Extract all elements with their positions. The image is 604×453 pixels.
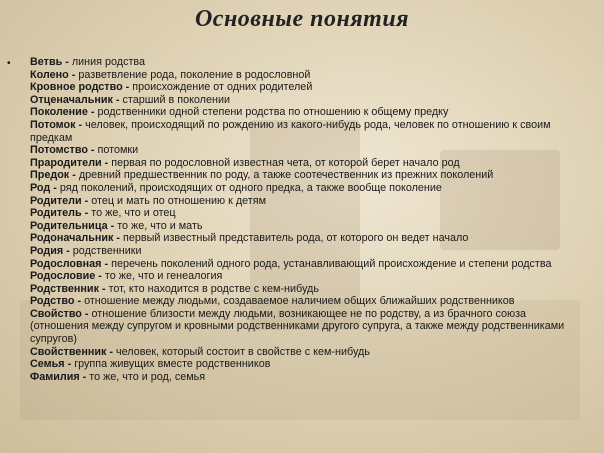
list-item: Родоначальник - первый известный представитель рода, от которого он ведет начало	[30, 232, 469, 245]
list-item: Прародители - первая по родословной известная чета, от которой берет начало род	[30, 156, 460, 169]
list-item: Отценачальник - старший в поколении	[30, 93, 231, 106]
list-item: Родитель - то же, что и отец	[30, 207, 176, 220]
list-item: Свойство - отношение близости между людьми, возникающее не по родству, а из брачного союза (отношения между супругом и кровными родственниками другого супруга, а также между родственниками супругов)	[30, 307, 565, 346]
page-title: Основные понятия	[194, 6, 410, 32]
entry-definition: линия родства	[71, 56, 146, 68]
entry-definition: старший в поколении	[122, 93, 231, 106]
list-item: Родители - отец и мать по отношению к детям	[30, 194, 267, 207]
entry-definition: потомки	[97, 144, 139, 157]
list-item: Родословие - то же, что и генеалогия	[30, 270, 223, 283]
list-item: Кровное родство - происхождение от одних родителей	[30, 81, 313, 94]
entry-term: Кровное родство	[30, 81, 123, 94]
entry-definition: первая по родословной известная чета, от которой берет начало род	[111, 156, 460, 169]
entry-term: Ветвь	[30, 56, 63, 68]
entry-definition: перечень поколений одного рода, устанавливающий происхождение и степени родства	[111, 257, 552, 270]
entry-term: Родитель	[30, 207, 82, 220]
entry-definition: то же, что и отец	[91, 207, 176, 220]
list-item: Предок - древний предшественник по роду, а также соотечественник из прежних поколений	[30, 169, 494, 182]
entry-definition: человек, который состоит в свойстве с кем-нибудь	[116, 345, 370, 358]
entry-definition: первый известный представитель рода, от которого он ведет начало	[123, 232, 469, 245]
entry-definition: тот, кто находится в родстве с кем-нибудь	[108, 282, 319, 295]
entry-definition: родственники	[72, 244, 142, 257]
entry-term: Родство	[30, 295, 75, 308]
entry-term: Отценачальник	[30, 93, 113, 106]
entry-term: Родители	[30, 194, 82, 207]
entry-definition: древний предшественник по роду, а также соотечественник из прежних поколений	[78, 169, 494, 182]
list-item: Родословная - перечень поколений одного рода, устанавливающий происхождение и степени родства	[30, 257, 552, 270]
list-item: Фамилия - то же, что и род, семья	[30, 370, 206, 383]
list-item: Семья - группа живущих вместе родственников	[30, 358, 271, 371]
list-item: Потомок - человек, происходящий по рождению из какого-нибудь рода, человек по отношению к своим предкам	[30, 118, 551, 144]
entry-term: Родительница	[30, 219, 108, 232]
entry-definition: группа живущих вместе родственников	[74, 358, 271, 371]
entry-term: Предок	[30, 169, 70, 182]
list-bullet: •	[7, 58, 11, 69]
list-item: Ветвь - линия родства	[30, 56, 146, 68]
entry-term: Родословная	[30, 257, 102, 270]
list-item: Родство - отношение между людьми, создаваемое наличием общих ближайших родственников	[30, 295, 515, 308]
entry-definition: происхождение от одних родителей	[132, 81, 313, 94]
entry-term: Потомок	[30, 118, 76, 131]
definitions-list	[30, 56, 570, 383]
entry-definition: отношение между людьми, создаваемое наличием общих ближайших родственников	[84, 295, 515, 308]
list-item: Свойственник - человек, который состоит в свойстве с кем-нибудь	[30, 345, 370, 358]
entry-term: Фамилия	[30, 370, 80, 383]
entry-term: Родия	[30, 244, 64, 257]
entry-definition: отец и мать по отношению к детям	[91, 194, 267, 207]
list-item: Род - ряд поколений, происходящих от одного предка, а также вообще поколение	[30, 181, 442, 194]
entry-definition: человек, происходящий по рождению из какого-нибудь рода, человек по отношению к своим предкам	[30, 118, 551, 144]
entry-definition: то же, что и мать	[117, 219, 203, 232]
entry-definition: разветвление рода, поколение в родословной	[78, 68, 311, 81]
entry-term: Колено	[30, 68, 69, 81]
entry-definition: то же, что и род, семья	[89, 370, 206, 383]
entry-term: Прародители	[30, 156, 102, 169]
entry-term: Потомство	[30, 144, 88, 157]
list-item: Родия - родственники	[30, 244, 142, 257]
list-item: Поколение - родственники одной степени родства по отношению к общему предку	[30, 106, 449, 119]
entry-term: Свойство	[30, 307, 82, 320]
list-item: Потомство - потомки	[30, 144, 139, 157]
list-item: Родительница - то же, что и мать	[30, 219, 203, 232]
entry-term: Родственник	[30, 282, 99, 295]
entry-definition: ряд поколений, происходящих от одного предка, а также вообще поколение	[59, 181, 442, 194]
entry-definition: родственники одной степени родства по отношению к общему предку	[97, 106, 449, 119]
entry-term: Семья	[30, 358, 65, 371]
entry-term: Поколение	[30, 106, 88, 119]
list-item: Родственник - тот, кто находится в родстве с кем-нибудь	[30, 282, 319, 295]
entry-term: Свойственник	[30, 345, 107, 358]
entry-term: Род	[30, 181, 51, 194]
entry-definition: отношение близости между людьми, возникающее не по родству, а из брачного союза (отношения между супругом и кровными родственниками другого супруга, а также между родственниками супругов)	[30, 307, 565, 346]
entry-term: Родословие	[30, 270, 96, 283]
entry-term: Родоначальник	[30, 232, 114, 245]
entry-definition: то же, что и генеалогия	[104, 270, 223, 283]
list-item: Колено - разветвление рода, поколение в родословной	[30, 68, 311, 81]
